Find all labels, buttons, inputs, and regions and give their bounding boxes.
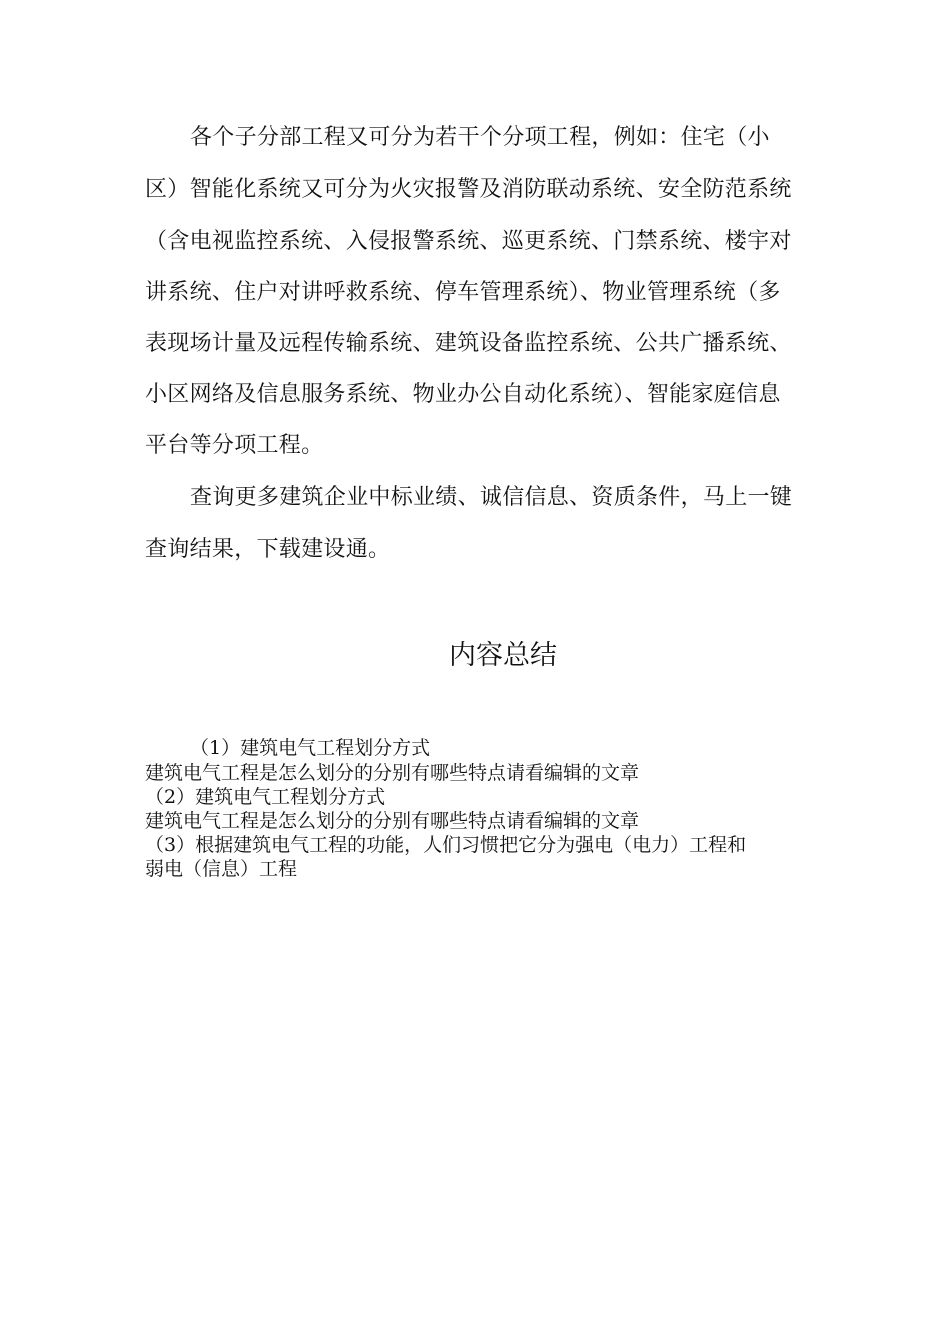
summary-line: 弱电（信息）工程 <box>145 858 298 880</box>
summary-line: 建筑电气工程是怎么划分的分别有哪些特点请看编辑的文章 <box>145 762 640 784</box>
summary-line: 建筑电气工程是怎么划分的分别有哪些特点请看编辑的文章 <box>145 810 640 832</box>
paragraph-line: 表现场计量及远程传输系统、建筑设备监控系统、公共广播系统、 <box>145 331 792 356</box>
paragraph-line: 查询结果，下载建设通。 <box>145 537 391 562</box>
summary-line: （1）建筑电气工程划分方式 <box>190 737 431 759</box>
paragraph-line: （含电视监控系统、入侵报警系统、巡更系统、门禁系统、楼宇对 <box>145 229 792 254</box>
paragraph-line: 查询更多建筑企业中标业绩、诚信信息、资质条件，马上一键 <box>190 485 793 510</box>
summary-line: （2）建筑电气工程划分方式 <box>145 786 386 808</box>
paragraph-line: 各个子分部工程又可分为若干个分项工程，例如：住宅（小 <box>190 125 770 150</box>
paragraph-line: 讲系统、住户对讲呼救系统、停车管理系统）、物业管理系统（多 <box>145 280 781 305</box>
paragraph-line: 区）智能化系统又可分为火灾报警及消防联动系统、安全防范系统 <box>145 177 792 202</box>
paragraph-line: 小区网络及信息服务系统、物业办公自动化系统）、智能家庭信息 <box>145 382 781 407</box>
paragraph-line: 平台等分项工程。 <box>145 433 324 458</box>
summary-line: （3）根据建筑电气工程的功能，人们习惯把它分为强电（电力）工程和 <box>145 834 747 856</box>
summary-title: 内容总结 <box>449 640 557 671</box>
